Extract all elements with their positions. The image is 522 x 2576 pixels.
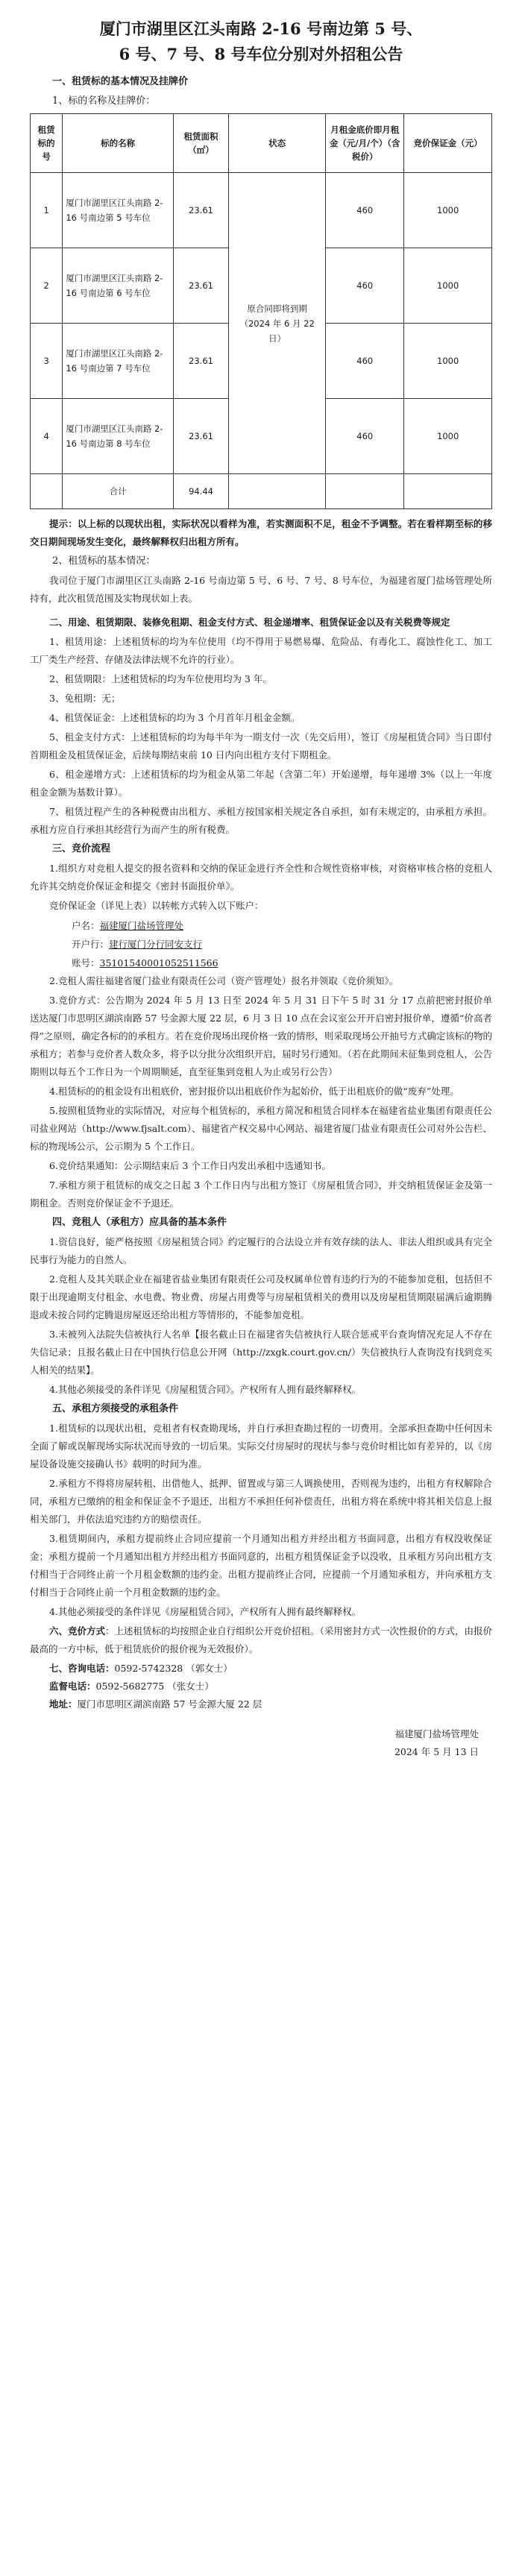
- section-6-para: [30, 1622, 492, 1658]
- account-name-line: [30, 916, 492, 935]
- table-total-row: [31, 474, 492, 509]
- cell-no: 3: [31, 324, 63, 399]
- section-2-item: 1、租赁用途：上述租赁标的均为车位使用（均不得用于易燃易爆、危险品、有毒化工、腐蚀性化工、加工工厂类生产经营、存储及法律法规不允许的行业）。: [30, 636, 492, 665]
- col-header-status: 状态: [229, 114, 326, 173]
- section-5-heading: 五、承租方须接受的承租条件: [52, 1403, 179, 1414]
- account-number-value: 35101540001052511566: [99, 957, 218, 969]
- cell-rent: 460: [326, 173, 404, 248]
- cell-rent: 460: [326, 399, 404, 474]
- section-4-item: 4.其他必须接受的条件详见《房屋租赁合同》。产权所有人拥有最终解释权。: [49, 1384, 362, 1395]
- cell-name: 厦门市湖里区江头南路 2-16 号南边第 6 号车位: [63, 248, 174, 324]
- document-title: [30, 16, 492, 67]
- title-line-1: 厦门市湖里区江头南路 2-16 号南边第 5 号、: [99, 19, 423, 38]
- cell-area: 23.61: [173, 173, 228, 248]
- section-2-item: 7、租赁过程产生的各种税费由出租方、承租方按国家相关规定各自承担，如有未规定的，由承租方承担。承租方应自行承担其经营行为而产生的所有税费。: [30, 806, 492, 835]
- col-header-deposit: 竞价保证金（元）: [404, 114, 492, 173]
- cell-deposit: 1000: [404, 399, 492, 474]
- section-2-item: 6、租金递增方式：上述租赁标的均为租金从第二年起（含第二年）开始递增，每年递增 3%（以上一年度租金金额为基数计算）。: [30, 769, 492, 798]
- col-header-no: 租赁标的号: [31, 114, 63, 173]
- cell-rent: 460: [326, 248, 404, 324]
- contact-phone-1: 0592-5742328 （郭女士）: [114, 1663, 233, 1674]
- cell-name: 厦门市湖里区江头南路 2-16 号南边第 8 号车位: [63, 399, 174, 474]
- cell-area: 23.61: [173, 399, 228, 474]
- account-bank-line: [30, 935, 492, 954]
- cell-no: 1: [31, 173, 63, 248]
- section-2-item: 2、租赁期限：上述租赁标的均为车位使用均为 3 年。: [49, 673, 272, 684]
- cell-no: 2: [31, 248, 63, 324]
- section-3-para: 2.竞租人需往福建省厦门盐业有限责任公司（资产管理处）报名并领取《竞价须知》。: [49, 975, 399, 986]
- address-label: 地址：: [49, 1698, 78, 1710]
- section-5-item: 3.租赁期间内，承租方提前终止合同应提前一个月通知出租方并经出租方书面同意，出租方有权没收保证金；承租方提前一个月通知出租方并经出租方书面同意的，出租方租赁保证金予以没收，且承租方另向出租方支付相当于合同终止前一个月租金数额的违约金。出租方提前终止合同，应提前一个月通知承租方，并向承租方支付相当于合同终止前一个月租金数额的违约金。: [30, 1533, 492, 1598]
- section-3-para: 3.竞价方式：公告期为 2024 年 5 月 13 日至 2024 年 5 月 31 日下午 5 时 31 分 17 点前把密封报价单送达厦门市思明区湖滨南路 57 号金源大厦 22 层，6 月 3 日 10 点在会议室公开开启密封报价单，遵循“价高者得”之原则，确定各标的的承租方。若在竞价现场出现价格一致的情形，则采取现场公开抽号方式确定该标的物的承租方；若参与竞价者人数众多，将予以分批分次组织开启，届时另行通知。（若在此期间未征集到竞租人，公告期则以每五个工作日为一个周期顺延，直至征集到竞租人为止或另行公告）: [30, 995, 492, 1077]
- signature-block: [30, 1725, 492, 1761]
- account-number-line: [30, 954, 492, 972]
- cell-name: 厦门市湖里区江头南路 2-16 号南边第 5 号车位: [63, 173, 174, 248]
- section-4-item: 3.未被列入法院失信被执行人名单【报名截止日在福建省失信被执行人联合惩戒平台查询情况充足人不存在失信记录；且报名截止日在中国执行信息公开网（http://zxgk.court.gov.cn/）失信被执行人查询没有找到竞买人相关的结果】。: [30, 1329, 492, 1376]
- col-header-name: 标的名称: [63, 114, 174, 173]
- section-1-sub-1: 1、标的名称及挂牌价：: [52, 95, 156, 107]
- cell-rent: 460: [326, 324, 404, 399]
- section-6-text: ：上述租赁标的均按照企业自行组织公开竞价招租。（采用密封方式一次性报价的方式，由报价最高的一方中标，低于租赁底价的报价视为无效报价）。: [30, 1625, 492, 1654]
- signature-date: 2024 年 5 月 13 日: [394, 1746, 479, 1757]
- section-3-para: 4.租赁标的的租金设有出租底价，密封报价以出租底价作为起始价，低于出租底价的做“废弃”处理。: [49, 1086, 459, 1097]
- cell-total-label: 合计: [63, 474, 174, 509]
- cell-blank: [229, 474, 326, 509]
- cell-status: 原合同即将到期（2024 年 6 月 22 日）: [229, 173, 326, 474]
- cell-blank: [404, 474, 492, 509]
- section-5-item: 2.承租方不得将房屋转租、出借他人、抵押、留置或与第三人调换使用，否则视为违约，出租方有权解除合同，承租方已缴纳的租金和保证金不予退还，出租方不承担任何补偿责任，出租方将在系统中将其相关信息上报相关部门，并依法追究违约方的赔偿责任。: [30, 1478, 492, 1525]
- cell-name: 厦门市湖里区江头南路 2-16 号南边第 7 号车位: [63, 324, 174, 399]
- account-bank-label: 开户行：: [72, 939, 110, 950]
- cell-deposit: 1000: [404, 324, 492, 399]
- cell-no: 4: [31, 399, 63, 474]
- supervision-label: 监督电话：: [49, 1681, 96, 1692]
- section-3-para: 竞价保证金（详见上表）以转帐方式转入以下账户：: [49, 900, 264, 911]
- section-5-item: 4.其他必须接受的条件详见《房屋租赁合同》，产权所有人拥有最终解释权。: [49, 1606, 362, 1617]
- account-bank-value: 建行厦门分行同安支行: [109, 939, 203, 950]
- section-2-item: 3、免租期：无；: [49, 693, 121, 704]
- account-name-value: 福建厦门盐场管理处: [99, 920, 184, 931]
- cell-area: 23.61: [173, 248, 228, 324]
- cell-total-area: 94.44: [173, 474, 228, 509]
- cell-deposit: 1000: [404, 248, 492, 324]
- section-2-item: 5、租金支付方式：上述租赁标的均为每半年为一期支付一次（先交后用），签订《房屋租赁合同》当日即付首期租金及租赁保证金，后续每期结束前 10 日内向出租方支付下期租金。: [30, 731, 492, 760]
- signature-org: 福建厦门盐场管理处: [394, 1728, 479, 1739]
- col-header-area: 租赁面积（㎡）: [173, 114, 228, 173]
- contact-phone-line: [30, 1660, 492, 1678]
- cell-area: 23.61: [173, 324, 228, 399]
- address-value: 厦门市思明区湖滨南路 57 号金源大厦 22 层: [77, 1698, 262, 1710]
- contact-heading: 七、咨询电话：: [49, 1663, 115, 1674]
- cell-blank: [31, 474, 63, 509]
- cell-deposit: 1000: [404, 173, 492, 248]
- section-1-notice: 提示：以上标的以现状出租，实际状况以看样为准，若实测面积不足，租金不予调整。若在看样期至标的移交日期间现场发生变化，最终解释权归出租方所有。: [30, 518, 492, 547]
- section-2-item: 4、租赁保证金：上述租赁标的均为 3 个月首年月租金金额。: [49, 712, 301, 723]
- lots-table: [30, 113, 492, 509]
- col-header-rent: 月租金底价即月租金（元/月/个）（含税价）: [326, 114, 404, 173]
- section-1-heading: 一、租赁标的基本情况及挂牌价: [52, 76, 189, 87]
- section-4-heading: 四、竞租人（承租方）应具备的基本条件: [52, 1217, 227, 1228]
- section-3-heading: 三、竞价流程: [52, 843, 111, 854]
- announcement-page: [30, 0, 492, 1783]
- table-row: [31, 173, 492, 248]
- section-2-heading: 二、用途、租赁期限、装修免租期、租金支付方式、租金递增率、租赁保证金以及有关税费等规定: [49, 617, 450, 628]
- address-line: [30, 1695, 492, 1713]
- section-6-lead: 六、竞价方式: [49, 1625, 106, 1637]
- supervision-phone-line: [30, 1678, 492, 1695]
- cell-blank: [326, 474, 404, 509]
- section-1-sub-2: 2、租赁标的基本情况：: [52, 555, 156, 567]
- section-3-para: 7.承租方须于租赁标的成交之日起 3 个工作日内与出租方签订《房屋租赁合同》，并交纳租赁保证金及第一期租金。否则竞价保证金不予退还。: [30, 1180, 492, 1209]
- title-line-2: 6 号、7 号、8 号车位分别对外招租公告: [119, 45, 403, 63]
- section-3-para: 6.竞价结果通知：公示期结束后 3 个工作日内发出承租中选通知书。: [49, 1160, 331, 1171]
- account-name-label: 户名：: [72, 920, 100, 931]
- section-3-para: 1.组织方对竞租人提交的报名资料和交纳的保证金进行齐全性和合规性资格审核，对资格审核合格的竞租人允许其交纳竞价保证金和提交《密封书面报价单》。: [30, 863, 492, 892]
- section-1-basic: 我司位于厦门市湖里区江头南路 2-16 号南边第 5 号、6 号、7 号、8 号车位，为福建省厦门盐场管理处所持有，此次租赁范围及实物现状如上表。: [30, 575, 492, 604]
- supervision-phone: 0592-5682775 （张女士）: [95, 1681, 214, 1692]
- account-number-label: 账号：: [72, 957, 100, 969]
- section-5-item: 1.租赁标的以现状出租，竞租者有权查勘现场，并自行承担查勘过程的一切费用。全部承担查勘中任何因未全面了解或误解现场实际状况而导致的一切后果。实际交付房屋时的现状与参与竞价时相比如有差异的，以《房屋设备设施交接确认书》载明的时间为准。: [30, 1423, 492, 1470]
- section-3-para: 5.按照租赁物业的实际情况，对应每个租赁标的，承租方简况和租赁合同样本在福建省盐业集团有限责任公司盐业网站（http://www.fjsalt.com）、福建省产权交易中心网站、福建省厦门盐业有限责任公司对外公告栏、标的物现场公示，公示期为 5 个工作日。: [30, 1105, 492, 1152]
- section-4-item: 1.资信良好，能严格按照《房屋租赁合同》约定履行的合法设立并有效存续的法人、非法人组织或具有完全民事行为能力的自然人。: [30, 1236, 492, 1265]
- section-4-item: 2.竞租人及其关联企业在福建省盐业集团有限责任公司及权属单位曾有违约行为的不能参加竞租，包括但不限于出现逾期支付租金、水电费、物业费、房屋占用费等与房屋租赁相关的费用以及房屋租赁期限届满后逾期腾退或未按合同约定腾退房屋返还给出租方等情形的，不能参加竞租。: [30, 1273, 492, 1320]
